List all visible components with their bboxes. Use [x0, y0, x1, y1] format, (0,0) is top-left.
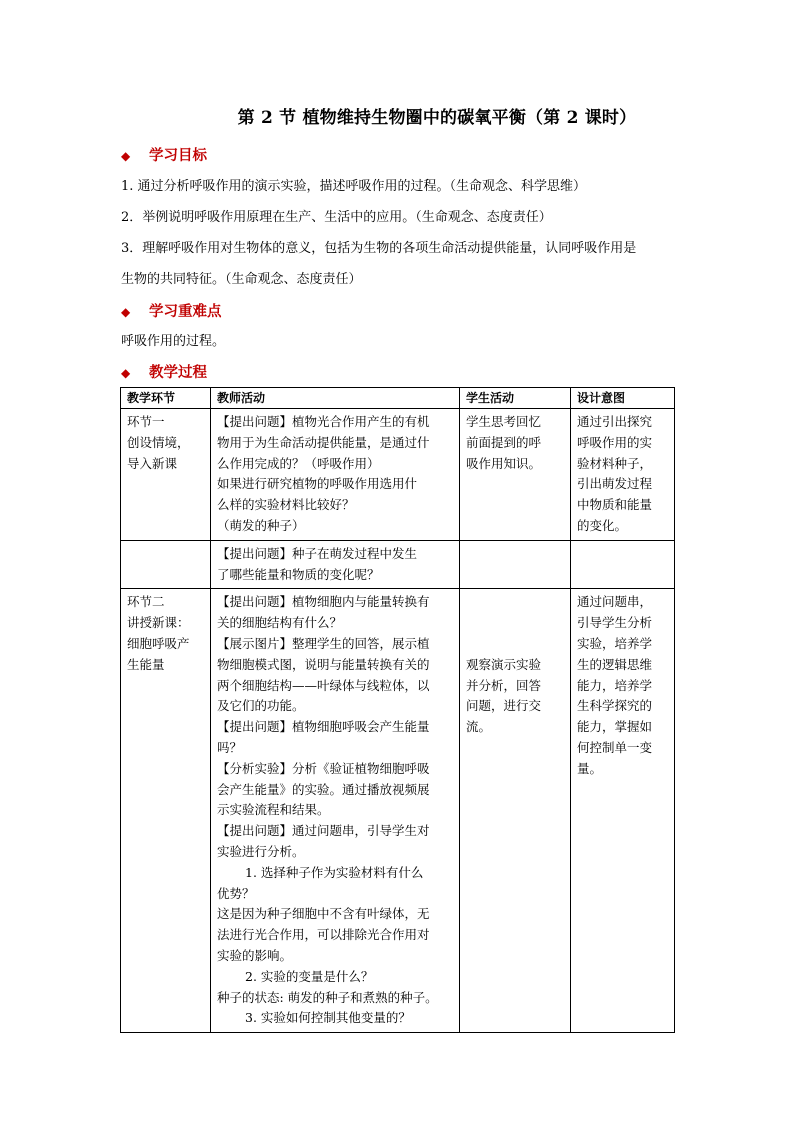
objective-item: 3．理解呼吸作用对生物体的意义，包括为生物的各项生命活动提供能量，认同呼吸作用是: [121, 241, 637, 256]
cell-line: 【提出问题】植物光合作用产生的有机: [217, 414, 430, 429]
cell-line: 优势？: [217, 885, 255, 901]
cell-line: 2. 实验的变量是什么？: [245, 968, 374, 984]
design-intent-cell: [571, 409, 675, 541]
cell-line: [466, 613, 564, 634]
design-intent-cell: [571, 540, 675, 589]
cell-line: 实验的影响。: [217, 947, 293, 963]
cell-line: 两个细胞结构——叶绿体与线粒体，以: [217, 677, 430, 693]
stage-cell: [121, 540, 211, 589]
cell-line: 【提出问题】植物细胞呼吸会产生能量: [217, 719, 430, 735]
cell-line: 细胞呼吸产: [127, 635, 190, 651]
cell-line: （萌发的种子）: [217, 517, 305, 533]
design-intent-cell: [571, 589, 675, 1033]
cell-line: 通过引出探究: [577, 414, 653, 429]
cell-line: 实验进行分析。: [217, 843, 305, 859]
heading-text: 教学过程: [149, 364, 207, 381]
column-header: 设计意图: [571, 388, 675, 409]
cell-line: 法进行光合作用，可以排除光合作用对: [217, 927, 430, 943]
cell-line: 学生思考回忆: [466, 414, 542, 429]
student-activity-cell: [460, 409, 571, 541]
cell-line: 会产生能量》的实验。通过播放视频展: [217, 781, 430, 797]
cell-line: 通过问题串，: [577, 594, 653, 610]
diamond-bullet-icon: ◆: [121, 149, 131, 163]
cell-line: 流。: [466, 719, 492, 735]
teacher-activity-cell: [211, 540, 460, 589]
cell-line: 示实验流程和结果。: [217, 802, 330, 818]
cell-line: 实验，培养学: [577, 635, 653, 651]
cell-line: 吸作用知识。: [466, 455, 542, 471]
diamond-bullet-icon: ◆: [121, 366, 131, 380]
cell-line: 环节一: [127, 414, 165, 429]
table-header-row: [121, 388, 675, 409]
cell-line: 【提出问题】植物细胞内与能量转换有: [217, 594, 430, 610]
stage-cell: [121, 589, 211, 1033]
student-activity-cell: [460, 540, 571, 589]
cell-line: 能力，培养学: [577, 677, 653, 693]
column-header: 教学环节: [121, 388, 211, 409]
teacher-activity-cell: [211, 589, 460, 1033]
cell-line: 【提出问题】种子在萌发过程中发生: [217, 545, 418, 561]
objective-item: 2．举例说明呼吸作用原理在生产、生活中的应用。（生命观念、态度责任）: [121, 210, 552, 225]
cell-line: 引导学生分析: [577, 615, 653, 631]
cell-line: 1. 选择种子作为实验材料有什么: [245, 864, 424, 880]
student-activity-cell: [460, 589, 571, 1033]
cell-line: 呼吸作用的实: [577, 434, 653, 450]
page-title: 第 2 节 植物维持生物圈中的碳氧平衡（第 2 课时）: [237, 108, 637, 128]
cell-line: 关的细胞结构有什么？: [217, 615, 343, 631]
cell-line: [466, 634, 564, 655]
cell-line: 量。: [577, 760, 603, 776]
cell-line: 生能量: [127, 656, 165, 672]
heading-text: 学习目标: [149, 147, 207, 164]
section-heading-objectives: [121, 144, 207, 165]
section-heading-key-points: [121, 300, 222, 321]
cell-line: 3. 实验如何控制其他变量的？: [245, 1010, 411, 1026]
heading-text: 学习重难点: [149, 303, 222, 320]
cell-line: 讲授新课：: [127, 615, 190, 631]
column-header: 教师活动: [211, 388, 460, 409]
cell-line: 中物质和能量: [577, 497, 653, 513]
key-points-text: 呼吸作用的过程。: [121, 334, 226, 349]
teaching-process-table: [120, 387, 675, 1033]
cell-line: 环节二: [127, 594, 165, 610]
cell-line: 能力，掌握如: [577, 719, 653, 735]
objective-item: 1. 通过分析呼吸作用的演示实验，描述呼吸作用的过程。（生命观念、科学思维）: [121, 179, 587, 194]
cell-line: 创设情境，: [127, 434, 190, 450]
cell-line: 问题，进行交: [466, 698, 542, 714]
objective-item: 生物的共同特征。（生命观念、态度责任）: [121, 272, 362, 287]
table-row: [121, 540, 675, 589]
column-header: 学生活动: [460, 388, 571, 409]
cell-line: 何控制单一变: [577, 739, 653, 755]
cell-line: 么作用完成的？（呼吸作用）: [217, 455, 380, 471]
cell-line: 验材料种子，: [577, 455, 653, 471]
section-heading-process: [121, 361, 207, 382]
cell-line: 物细胞模式图，说明与能量转换有关的: [217, 656, 430, 672]
cell-line: 导入新课: [127, 455, 178, 471]
stage-cell: [121, 409, 211, 541]
table-row: [121, 409, 675, 541]
cell-line: 前面提到的呼: [466, 434, 542, 450]
cell-line: 【分析实验】分析《验证植物细胞呼吸: [217, 760, 430, 776]
cell-line: 的变化。: [577, 517, 628, 533]
cell-line: 生的逻辑思维: [577, 656, 653, 672]
cell-line: 种子的状态: 萌发的种子和煮熟的种子。: [217, 989, 438, 1005]
cell-line: 物用于为生命活动提供能量，是通过什: [217, 434, 430, 450]
cell-line: 如果进行研究植物的呼吸作用选用什: [217, 476, 418, 492]
cell-line: 【提出问题】通过问题串，引导学生对: [217, 823, 430, 839]
teacher-activity-cell: [211, 409, 460, 541]
cell-line: 这是因为种子细胞中不含有叶绿体，无: [217, 906, 430, 922]
cell-line: 并分析，回答: [466, 677, 542, 693]
cell-line: 及它们的功能。: [217, 698, 305, 714]
cell-line: [466, 592, 564, 613]
cell-line: 观察演示实验: [466, 656, 542, 672]
cell-line: 吗？: [217, 739, 243, 755]
cell-line: 生科学探究的: [577, 698, 653, 714]
table-row: [121, 589, 675, 1033]
cell-line: 【展示图片】整理学生的回答，展示植: [217, 635, 430, 651]
cell-line: 么样的实验材料比较好？: [217, 497, 355, 513]
cell-line: 引出萌发过程: [577, 476, 653, 492]
diamond-bullet-icon: ◆: [121, 305, 131, 319]
cell-line: 了哪些能量和物质的变化呢？: [217, 566, 380, 582]
